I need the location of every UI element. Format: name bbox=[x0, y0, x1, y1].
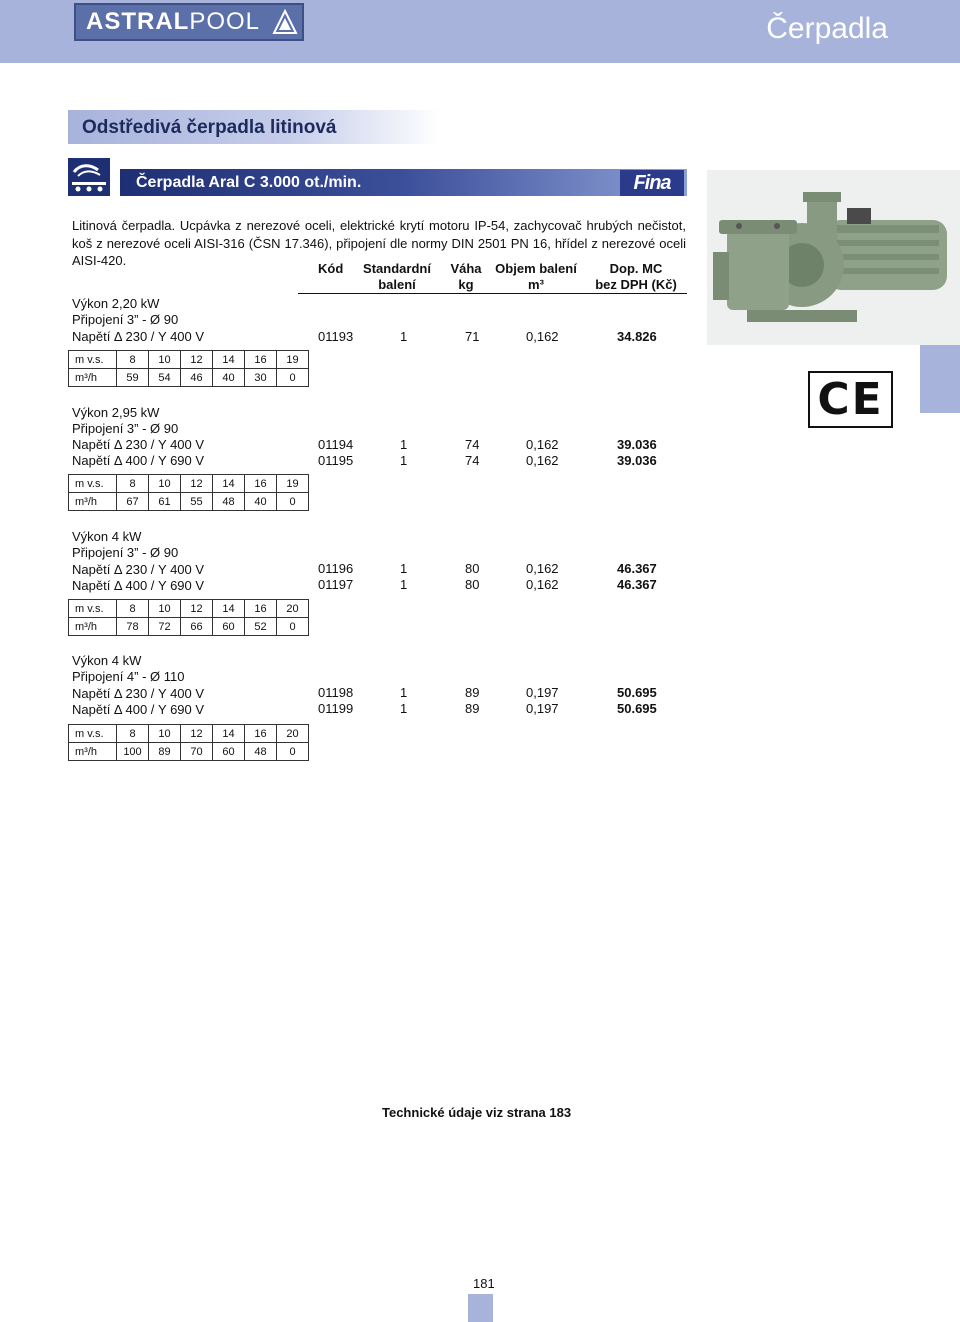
page-number: 181 bbox=[473, 1276, 495, 1291]
group-connection: Připojení 4” - Ø 110 bbox=[72, 669, 185, 684]
performance-table bbox=[68, 474, 309, 511]
logo-text-light: POOL bbox=[189, 8, 261, 35]
head-value: 10 bbox=[149, 351, 181, 369]
head-value: 16 bbox=[245, 725, 277, 743]
weight-kg: 80 bbox=[465, 577, 480, 592]
price: 46.367 bbox=[617, 561, 657, 576]
voltage-label: Napětí Δ 230 / Y 400 V bbox=[72, 437, 205, 452]
head-value: 19 bbox=[277, 475, 309, 493]
flow-value: 54 bbox=[149, 369, 181, 387]
flow-value: 40 bbox=[245, 493, 277, 511]
price: 34.826 bbox=[617, 329, 657, 344]
flow-row bbox=[69, 493, 309, 511]
standard-pack: 1 bbox=[400, 577, 408, 592]
pack-volume: 0,197 bbox=[526, 701, 559, 716]
price: 50.695 bbox=[617, 685, 657, 700]
side-tab bbox=[920, 345, 960, 413]
flow-label: m³/h bbox=[69, 369, 117, 387]
flow-value: 52 bbox=[245, 618, 277, 636]
group-power: Výkon 4 kW bbox=[72, 529, 142, 544]
flow-value: 60 bbox=[213, 618, 245, 636]
head-value: 20 bbox=[277, 725, 309, 743]
pool-pump-icon bbox=[68, 158, 110, 196]
flow-value: 48 bbox=[213, 493, 245, 511]
col-head-price: Dop. MC bez DPH (Kč) bbox=[595, 261, 677, 292]
flow-value: 78 bbox=[117, 618, 149, 636]
flow-value: 0 bbox=[277, 369, 309, 387]
voltage-label: Napětí Δ 400 / Y 690 V bbox=[72, 702, 205, 717]
head-label: m v.s. bbox=[69, 475, 117, 493]
group-connection: Připojení 3” - Ø 90 bbox=[72, 545, 179, 560]
head-value: 8 bbox=[117, 600, 149, 618]
price: 39.036 bbox=[617, 437, 657, 452]
pack-volume: 0,197 bbox=[526, 685, 559, 700]
group-power: Výkon 2,95 kW bbox=[72, 405, 160, 420]
standard-pack: 1 bbox=[400, 453, 408, 468]
flow-value: 55 bbox=[181, 493, 213, 511]
flow-row bbox=[69, 618, 309, 636]
head-value: 10 bbox=[149, 475, 181, 493]
head-value: 12 bbox=[181, 600, 213, 618]
pump-photo bbox=[707, 170, 960, 345]
technical-data-note: Technické údaje viz strana 183 bbox=[382, 1105, 572, 1120]
head-value: 14 bbox=[213, 725, 245, 743]
price: 50.695 bbox=[617, 701, 657, 716]
flow-value: 66 bbox=[181, 618, 213, 636]
standard-pack: 1 bbox=[400, 329, 408, 344]
head-value: 14 bbox=[213, 351, 245, 369]
pack-volume: 0,162 bbox=[526, 453, 559, 468]
pack-volume: 0,162 bbox=[526, 437, 559, 452]
product-code: 01194 bbox=[318, 437, 354, 452]
flow-value: 30 bbox=[245, 369, 277, 387]
standard-pack: 1 bbox=[400, 701, 408, 716]
fina-brand-badge: Fina bbox=[620, 170, 684, 196]
voltage-label: Napětí Δ 230 / Y 400 V bbox=[72, 562, 205, 577]
product-code: 01193 bbox=[318, 329, 354, 344]
flow-value: 0 bbox=[277, 618, 309, 636]
head-value: 16 bbox=[245, 351, 277, 369]
group-power: Výkon 2,20 kW bbox=[72, 296, 160, 311]
flow-value: 40 bbox=[213, 369, 245, 387]
head-value: 8 bbox=[117, 351, 149, 369]
product-description: Litinová čerpadla. Ucpávka z nerezové oceli, elektrické krytí motoru IP-54, zachycovač hrubých nečistot, koš z nerezové oceli AISI-316 (ČSN 17.346), připojení dle normy DIN 2501 PN 16, hřídel z nerezové oceli AISI-420. bbox=[72, 218, 686, 268]
performance-table bbox=[68, 350, 309, 387]
head-value: 8 bbox=[117, 725, 149, 743]
head-value: 16 bbox=[245, 600, 277, 618]
price: 39.036 bbox=[617, 453, 657, 468]
flow-value: 89 bbox=[149, 743, 181, 761]
head-row bbox=[69, 600, 309, 618]
head-row bbox=[69, 725, 309, 743]
head-value: 14 bbox=[213, 475, 245, 493]
product-code: 01197 bbox=[318, 577, 354, 592]
head-value: 12 bbox=[181, 351, 213, 369]
flow-value: 46 bbox=[181, 369, 213, 387]
astralpool-logo bbox=[74, 3, 304, 41]
product-code: 01195 bbox=[318, 453, 354, 468]
logo-triangle-icon bbox=[272, 9, 298, 35]
head-value: 12 bbox=[181, 725, 213, 743]
voltage-label: Napětí Δ 230 / Y 400 V bbox=[72, 686, 205, 701]
standard-pack: 1 bbox=[400, 437, 408, 452]
col-head-weight: Váha kg bbox=[450, 261, 482, 292]
flow-value: 61 bbox=[149, 493, 181, 511]
pack-volume: 0,162 bbox=[526, 561, 559, 576]
logo-text-bold: ASTRAL bbox=[86, 8, 190, 35]
price: 46.367 bbox=[617, 577, 657, 592]
standard-pack: 1 bbox=[400, 685, 408, 700]
weight-kg: 74 bbox=[465, 453, 480, 468]
flow-value: 72 bbox=[149, 618, 181, 636]
head-value: 8 bbox=[117, 475, 149, 493]
group-connection: Připojení 3” - Ø 90 bbox=[72, 312, 179, 327]
head-value: 10 bbox=[149, 600, 181, 618]
pack-volume: 0,162 bbox=[526, 329, 559, 344]
flow-value: 60 bbox=[213, 743, 245, 761]
head-value: 19 bbox=[277, 351, 309, 369]
performance-table bbox=[68, 724, 309, 761]
header-rule bbox=[298, 293, 687, 294]
performance-table bbox=[68, 599, 309, 636]
flow-value: 70 bbox=[181, 743, 213, 761]
weight-kg: 71 bbox=[465, 329, 480, 344]
weight-kg: 80 bbox=[465, 561, 480, 576]
head-row bbox=[69, 351, 309, 369]
flow-value: 0 bbox=[277, 743, 309, 761]
flow-label: m³/h bbox=[69, 743, 117, 761]
model-title: Čerpadla Aral C 3.000 ot./min. bbox=[136, 174, 362, 191]
group-connection: Připojení 3” - Ø 90 bbox=[72, 421, 179, 436]
head-label: m v.s. bbox=[69, 600, 117, 618]
product-code: 01198 bbox=[318, 685, 354, 700]
head-value: 14 bbox=[213, 600, 245, 618]
flow-label: m³/h bbox=[69, 618, 117, 636]
col-head-standard: Standardní balení bbox=[363, 261, 431, 292]
col-head-code: Kód bbox=[318, 261, 344, 276]
flow-value: 100 bbox=[117, 743, 149, 761]
section-title: Odstředivá čerpadla litinová bbox=[82, 117, 337, 138]
product-code: 01199 bbox=[318, 701, 354, 716]
standard-pack: 1 bbox=[400, 561, 408, 576]
head-value: 16 bbox=[245, 475, 277, 493]
col-head-volume: Objem balení m³ bbox=[495, 261, 577, 292]
weight-kg: 74 bbox=[465, 437, 480, 452]
ce-mark bbox=[808, 371, 893, 428]
flow-label: m³/h bbox=[69, 493, 117, 511]
voltage-label: Napětí Δ 400 / Y 690 V bbox=[72, 578, 205, 593]
group-power: Výkon 4 kW bbox=[72, 653, 142, 668]
voltage-label: Napětí Δ 400 / Y 690 V bbox=[72, 453, 205, 468]
flow-row bbox=[69, 743, 309, 761]
flow-value: 0 bbox=[277, 493, 309, 511]
page-tab bbox=[468, 1294, 493, 1322]
product-code: 01196 bbox=[318, 561, 354, 576]
ce-mark-text: CE bbox=[817, 374, 884, 425]
head-value: 20 bbox=[277, 600, 309, 618]
head-value: 10 bbox=[149, 725, 181, 743]
voltage-label: Napětí Δ 230 / Y 400 V bbox=[72, 329, 205, 344]
flow-value: 67 bbox=[117, 493, 149, 511]
flow-value: 48 bbox=[245, 743, 277, 761]
flow-row bbox=[69, 369, 309, 387]
page-title: Čerpadla bbox=[766, 12, 888, 45]
head-label: m v.s. bbox=[69, 725, 117, 743]
head-label: m v.s. bbox=[69, 351, 117, 369]
flow-value: 59 bbox=[117, 369, 149, 387]
head-value: 12 bbox=[181, 475, 213, 493]
weight-kg: 89 bbox=[465, 685, 480, 700]
head-row bbox=[69, 475, 309, 493]
weight-kg: 89 bbox=[465, 701, 480, 716]
pack-volume: 0,162 bbox=[526, 577, 559, 592]
